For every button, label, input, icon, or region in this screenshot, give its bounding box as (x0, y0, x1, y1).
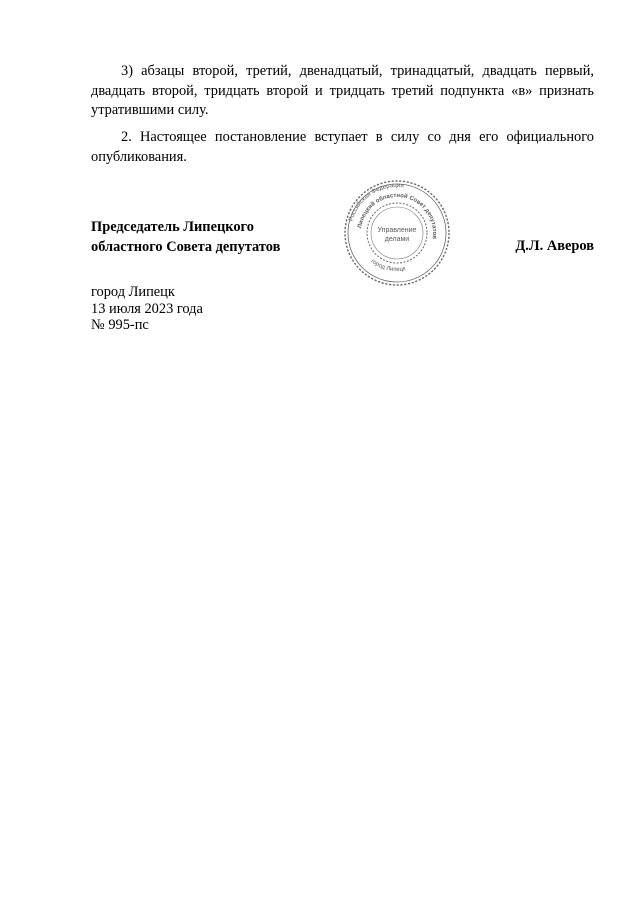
seal-bottom-text: город Липецк (369, 258, 407, 274)
seal-outer-text: Российская Федерация (347, 181, 405, 223)
seal-center-line-2: делами (384, 236, 410, 243)
paragraph-effective-date: 2. Настоящее постановление вступает в силу со дня его официального опубликования. (91, 129, 594, 165)
signatory-title-line-2: областного Совета депутатов (91, 238, 281, 255)
adoption-date: 13 июля 2023 года (91, 300, 203, 317)
signatory-name: Д.Л. Аверов (515, 238, 594, 254)
paragraph-item-3: 3) абзацы второй, третий, двенадцатый, тринадцатый, двадцать первый, двадцать второй, тридцать второй и тридцать третий подпункта «в» признать утратившими силу. (91, 63, 594, 118)
seal-center-line-1: Управление (377, 227, 417, 234)
document-number: № 995-пс (91, 317, 149, 333)
signatory-title (91, 218, 280, 257)
seal-middle-text: Липецкий областной Совет депутатов (357, 192, 438, 240)
signatory-title-line-1: Председатель Липецкого (91, 219, 254, 235)
document-meta (91, 284, 203, 334)
seal-graphic (342, 178, 452, 288)
place-of-adoption: город Липецк (91, 284, 175, 300)
official-seal (342, 178, 452, 288)
